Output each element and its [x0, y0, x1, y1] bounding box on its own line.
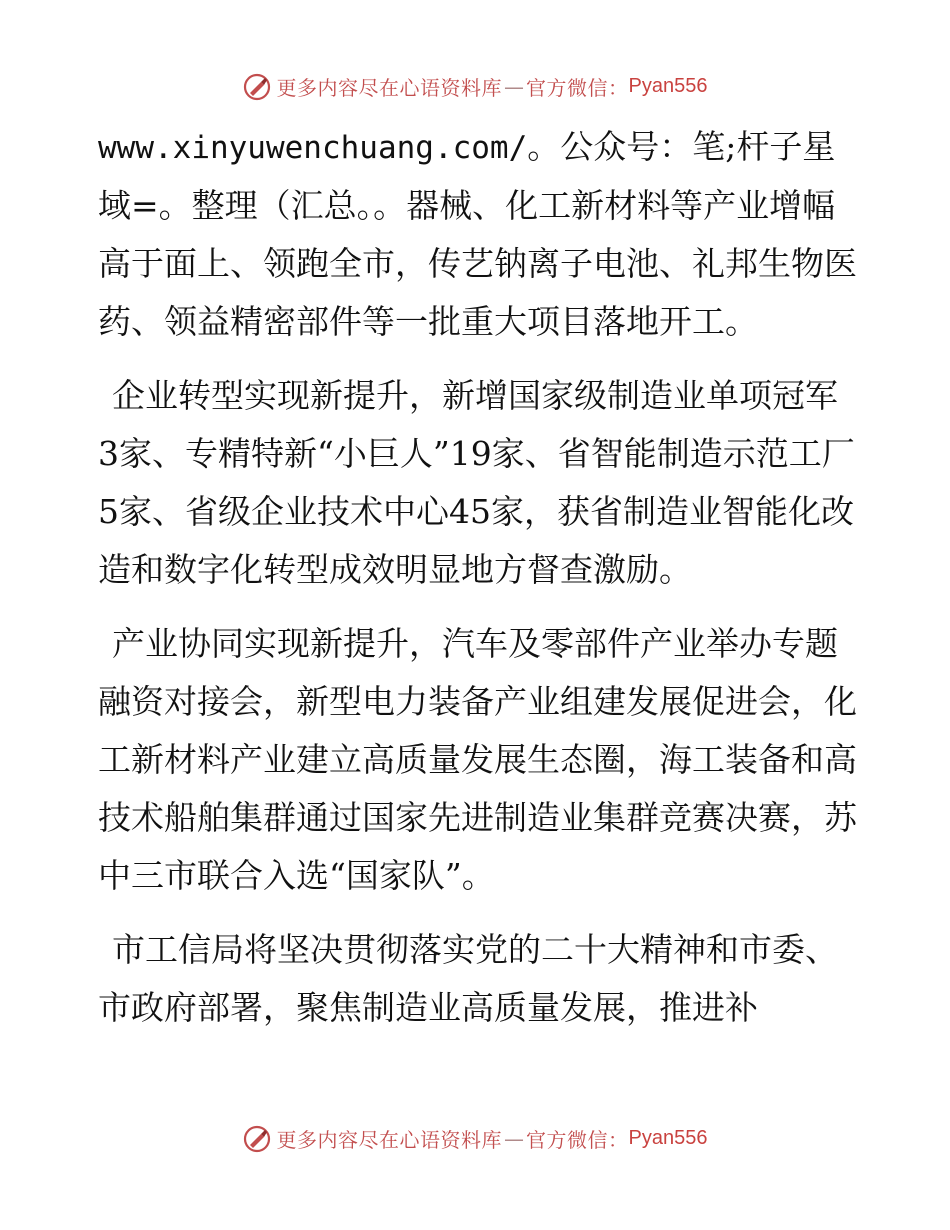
- paragraph-2: 企业转型实现新提升，新增国家级制造业单项冠军3家、专精特新“小巨人”19家、省智能制造示范工厂5家、省级企业技术中心45家，获省制造业智能化改造和数字化转型成效明显地方督查激励。: [98, 376, 855, 589]
- watermark-wechat-id: Pyan556: [628, 1127, 708, 1149]
- paragraph-3: 产业协同实现新提升，汽车及零部件产业举办专题融资对接会，新型电力装备产业组建发展促进会，化工新材料产业建立高质量发展生态圈，海工装备和高技术船舶集群通过国家先进制造业集群竞赛决赛，苏中三市联合入选“国家队”。: [98, 624, 857, 895]
- watermark-separator: —: [504, 1126, 525, 1151]
- watermark-footer: [0, 1124, 950, 1153]
- watermark-header: [0, 72, 950, 101]
- watermark-text: 更多内容尽在心语资料库: [276, 1128, 503, 1152]
- watermark-label: 官方微信：: [526, 76, 629, 100]
- watermark-separator: —: [504, 74, 525, 99]
- pen-logo-icon: [243, 73, 271, 101]
- watermark-text: 更多内容尽在心语资料库: [276, 76, 503, 100]
- document-body: [98, 118, 858, 1037]
- source-url: www.xinyuwenchuang.com/: [98, 130, 528, 166]
- watermark-label: 官方微信：: [526, 1128, 629, 1152]
- paragraph-1: [98, 118, 858, 351]
- pen-logo-icon: [243, 1125, 271, 1153]
- paragraph-4: 市工信局将坚决贯彻落实党的二十大精神和市委、市政府部署，聚焦制造业高质量发展，推进补: [98, 930, 838, 1027]
- watermark-wechat-id: Pyan556: [628, 75, 708, 97]
- paragraph-1-text: 。公众号：笔;杆子星域=。整理（汇总。。器械、化工新材料等产业增幅高于面上、领跑全市，传艺钠离子电池、礼邦生物医药、领益精密部件等一批重大项目落地开工。: [98, 127, 857, 341]
